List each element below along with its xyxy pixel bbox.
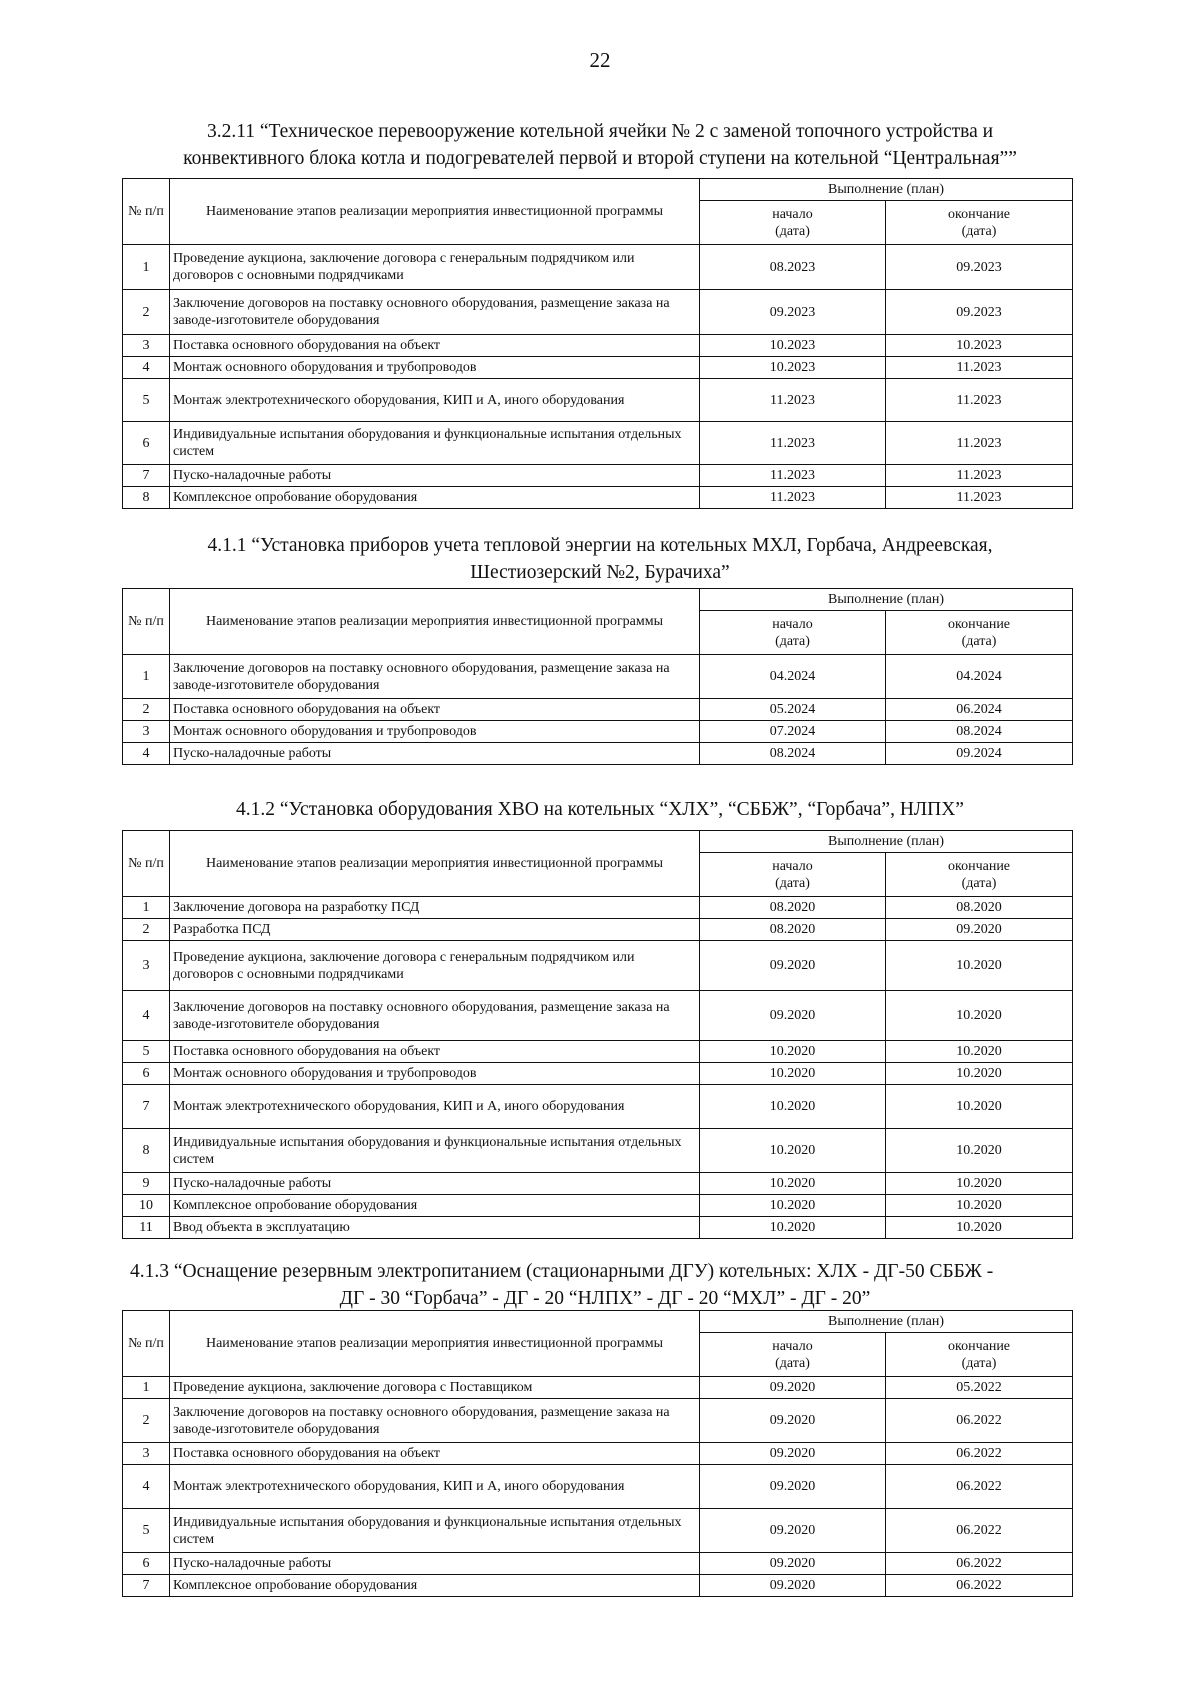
stage-name: Индивидуальные испытания оборудования и функциональные испытания отдельных систем: [170, 1129, 700, 1173]
start-date: 05.2024: [700, 699, 886, 721]
header-start-unit: (дата): [775, 633, 810, 649]
table-row: [123, 919, 1073, 941]
header-execution: Выполнение (план): [700, 589, 1073, 611]
table-row: [123, 1575, 1073, 1597]
row-number: 2: [123, 1399, 170, 1443]
end-date: 06.2022: [886, 1443, 1073, 1465]
schedule-table: [122, 178, 1073, 509]
stage-name: Монтаж основного оборудования и трубопроводов: [170, 1063, 700, 1085]
table-row: [123, 897, 1073, 919]
section-title: [150, 118, 1050, 172]
stage-name: Поставка основного оборудования на объект: [170, 335, 700, 357]
header-start-label: начало: [772, 206, 813, 222]
row-number: 3: [123, 335, 170, 357]
row-number: 5: [123, 1509, 170, 1553]
table-row: [123, 1063, 1073, 1085]
section-title: [150, 532, 1050, 586]
end-date: 10.2020: [886, 1063, 1073, 1085]
header-start-label: начало: [772, 616, 813, 632]
start-date: 09.2020: [700, 1553, 886, 1575]
section-title-line: 4.1.1 “Установка приборов учета тепловой энергии на котельных МХЛ, Горбача, Андреевская,: [207, 535, 993, 556]
section-title-line: 3.2.11 “Техническое перевооружение котельной ячейки № 2 с заменой топочного устройства и: [206, 121, 994, 142]
end-date: 11.2023: [886, 379, 1073, 422]
start-date: 09.2020: [700, 1465, 886, 1509]
row-number: 3: [123, 1443, 170, 1465]
end-date: 06.2022: [886, 1509, 1073, 1553]
table-row: [123, 1217, 1073, 1239]
stage-name: Ввод объекта в эксплуатацию: [170, 1217, 700, 1239]
end-date: 10.2023: [886, 335, 1073, 357]
header-end-label: окончание: [947, 206, 1011, 222]
stage-name: Пуско-наладочные работы: [170, 743, 700, 765]
start-date: 11.2023: [700, 487, 886, 509]
stage-name: Монтаж электротехнического оборудования, КИП и А, иного оборудования: [170, 379, 700, 422]
end-date: 08.2020: [886, 897, 1073, 919]
header-row: [123, 1311, 1073, 1333]
end-date: 09.2024: [886, 743, 1073, 765]
start-date: 11.2023: [700, 465, 886, 487]
start-date: 10.2020: [700, 1129, 886, 1173]
start-date: 10.2020: [700, 1173, 886, 1195]
start-date: 04.2024: [700, 655, 886, 699]
table-row: [123, 1509, 1073, 1553]
end-date: 09.2023: [886, 290, 1073, 335]
header-num: № п/п: [123, 589, 170, 655]
stage-name: Комплексное опробование оборудования: [170, 1195, 700, 1217]
start-date: 10.2020: [700, 1085, 886, 1129]
end-date: 10.2020: [886, 1085, 1073, 1129]
table-row: [123, 290, 1073, 335]
row-number: 11: [123, 1217, 170, 1239]
table-row: [123, 991, 1073, 1041]
stage-name: Заключение договора на разработку ПСД: [170, 897, 700, 919]
end-date: 06.2022: [886, 1465, 1073, 1509]
stage-name: Пуско-наладочные работы: [170, 465, 700, 487]
start-date: 10.2023: [700, 357, 886, 379]
end-date: 11.2023: [886, 357, 1073, 379]
header-num: № п/п: [123, 1311, 170, 1377]
table-row: [123, 1399, 1073, 1443]
start-date: 10.2020: [700, 1217, 886, 1239]
row-number: 1: [123, 1377, 170, 1399]
schedule-table: [122, 830, 1073, 1239]
row-number: 7: [123, 1085, 170, 1129]
header-row: [123, 831, 1073, 853]
table-row: [123, 1041, 1073, 1063]
row-number: 3: [123, 721, 170, 743]
row-number: 8: [123, 487, 170, 509]
section-title-line: Шестиозерский №2, Бурачиха”: [470, 562, 730, 583]
row-number: 1: [123, 897, 170, 919]
header-name: Наименование этапов реализации мероприятия инвестиционной программы: [170, 1311, 700, 1377]
header-start: [700, 611, 886, 655]
row-number: 7: [123, 465, 170, 487]
header-start-unit: (дата): [775, 875, 810, 891]
start-date: 10.2020: [700, 1041, 886, 1063]
row-number: 6: [123, 422, 170, 465]
section-title: [130, 1258, 1080, 1312]
row-number: 8: [123, 1129, 170, 1173]
start-date: 09.2020: [700, 1575, 886, 1597]
header-execution: Выполнение (план): [700, 179, 1073, 201]
stage-name: Заключение договоров на поставку основного оборудования, размещение заказа на заводе-изготовителе оборудования: [170, 655, 700, 699]
row-number: 3: [123, 941, 170, 991]
stage-name: Монтаж основного оборудования и трубопроводов: [170, 357, 700, 379]
table-row: [123, 721, 1073, 743]
stage-name: Проведение аукциона, заключение договора с генеральным подрядчиком или договоров с основными подрядчиками: [170, 245, 700, 290]
header-row: [123, 589, 1073, 611]
section-title-line: 4.1.3 “Оснащение резервным электропитанием (стационарными ДГУ) котельных: ХЛХ - ДГ-50 СББЖ -: [130, 1261, 994, 1282]
row-number: 4: [123, 357, 170, 379]
table-row: [123, 1085, 1073, 1129]
stage-name: Поставка основного оборудования на объект: [170, 1443, 700, 1465]
start-date: 08.2020: [700, 897, 886, 919]
header-start: [700, 201, 886, 245]
row-number: 4: [123, 743, 170, 765]
header-start: [700, 1333, 886, 1377]
start-date: 10.2020: [700, 1195, 886, 1217]
end-date: 09.2023: [886, 245, 1073, 290]
header-name: Наименование этапов реализации мероприятия инвестиционной программы: [170, 179, 700, 245]
start-date: 10.2023: [700, 335, 886, 357]
table-row: [123, 335, 1073, 357]
end-date: 10.2020: [886, 1195, 1073, 1217]
row-number: 2: [123, 699, 170, 721]
header-end: [886, 611, 1073, 655]
stage-name: Заключение договоров на поставку основного оборудования, размещение заказа на заводе-изготовителе оборудования: [170, 991, 700, 1041]
stage-name: Разработка ПСД: [170, 919, 700, 941]
stage-name: Монтаж основного оборудования и трубопроводов: [170, 721, 700, 743]
table-row: [123, 941, 1073, 991]
end-date: 06.2022: [886, 1553, 1073, 1575]
start-date: 08.2020: [700, 919, 886, 941]
header-end-unit: (дата): [961, 875, 997, 891]
end-date: 09.2020: [886, 919, 1073, 941]
table-row: [123, 1377, 1073, 1399]
header-end-unit: (дата): [961, 223, 997, 239]
schedule-table: [122, 1310, 1073, 1597]
stage-name: Пуско-наладочные работы: [170, 1173, 700, 1195]
start-date: 09.2020: [700, 991, 886, 1041]
stage-name: Комплексное опробование оборудования: [170, 1575, 700, 1597]
section-title-line: ДГ - 30 “Горбача” - ДГ - 20 “НЛПХ” - ДГ - 20 “МХЛ” - ДГ - 20”: [339, 1288, 871, 1309]
header-execution: Выполнение (план): [700, 1311, 1073, 1333]
row-number: 4: [123, 991, 170, 1041]
table-row: [123, 1553, 1073, 1575]
table-row: [123, 743, 1073, 765]
stage-name: Заключение договоров на поставку основного оборудования, размещение заказа на заводе-изготовителе оборудования: [170, 1399, 700, 1443]
end-date: 06.2022: [886, 1575, 1073, 1597]
page-number: 22: [589, 48, 611, 72]
end-date: 10.2020: [886, 991, 1073, 1041]
table-row: [123, 1195, 1073, 1217]
end-date: 10.2020: [886, 1173, 1073, 1195]
end-date: 06.2022: [886, 1399, 1073, 1443]
table-row: [123, 422, 1073, 465]
table-row: [123, 379, 1073, 422]
start-date: 11.2023: [700, 422, 886, 465]
header-name: Наименование этапов реализации мероприятия инвестиционной программы: [170, 589, 700, 655]
header-end-unit: (дата): [961, 1355, 997, 1371]
table-row: [123, 357, 1073, 379]
end-date: 05.2022: [886, 1377, 1073, 1399]
stage-name: Индивидуальные испытания оборудования и функциональные испытания отдельных систем: [170, 1509, 700, 1553]
header-end: [886, 201, 1073, 245]
table-row: [123, 1129, 1073, 1173]
header-row: [123, 179, 1073, 201]
header-num: № п/п: [123, 179, 170, 245]
table-row: [123, 1443, 1073, 1465]
stage-name: Индивидуальные испытания оборудования и функциональные испытания отдельных систем: [170, 422, 700, 465]
header-end-unit: (дата): [961, 633, 997, 649]
stage-name: Монтаж электротехнического оборудования, КИП и А, иного оборудования: [170, 1085, 700, 1129]
end-date: 11.2023: [886, 465, 1073, 487]
header-name: Наименование этапов реализации мероприятия инвестиционной программы: [170, 831, 700, 897]
header-end: [886, 1333, 1073, 1377]
row-number: 5: [123, 379, 170, 422]
table-row: [123, 465, 1073, 487]
stage-name: Проведение аукциона, заключение договора с генеральным подрядчиком или договоров с основными подрядчиками: [170, 941, 700, 991]
schedule-table: [122, 588, 1073, 765]
header-start-label: начало: [772, 858, 813, 874]
start-date: 11.2023: [700, 379, 886, 422]
row-number: 6: [123, 1063, 170, 1085]
table-row: [123, 487, 1073, 509]
end-date: 10.2020: [886, 1041, 1073, 1063]
stage-name: Пуско-наладочные работы: [170, 1553, 700, 1575]
row-number: 9: [123, 1173, 170, 1195]
section-title-line: конвективного блока котла и подогревателей первой и второй ступени на котельной “Центральная””: [183, 148, 1017, 169]
header-execution: Выполнение (план): [700, 831, 1073, 853]
start-date: 09.2020: [700, 941, 886, 991]
stage-name: Поставка основного оборудования на объект: [170, 699, 700, 721]
stage-name: Заключение договоров на поставку основного оборудования, размещение заказа на заводе-изготовителе оборудования: [170, 290, 700, 335]
header-end: [886, 853, 1073, 897]
row-number: 1: [123, 655, 170, 699]
row-number: 2: [123, 290, 170, 335]
start-date: 09.2020: [700, 1377, 886, 1399]
table-row: [123, 245, 1073, 290]
stage-name: Поставка основного оборудования на объект: [170, 1041, 700, 1063]
section-title: [150, 796, 1050, 823]
header-start-unit: (дата): [775, 1355, 810, 1371]
start-date: 07.2024: [700, 721, 886, 743]
row-number: 5: [123, 1041, 170, 1063]
start-date: 09.2020: [700, 1399, 886, 1443]
end-date: 10.2020: [886, 1129, 1073, 1173]
header-start-unit: (дата): [775, 223, 810, 239]
stage-name: Комплексное опробование оборудования: [170, 487, 700, 509]
table-row: [123, 1173, 1073, 1195]
stage-name: Монтаж электротехнического оборудования, КИП и А, иного оборудования: [170, 1465, 700, 1509]
start-date: 09.2020: [700, 1509, 886, 1553]
end-date: 11.2023: [886, 422, 1073, 465]
start-date: 08.2023: [700, 245, 886, 290]
end-date: 06.2024: [886, 699, 1073, 721]
end-date: 04.2024: [886, 655, 1073, 699]
section-title-line: 4.1.2 “Установка оборудования ХВО на котельных “ХЛХ”, “СББЖ”, “Горбача”, НЛПХ”: [236, 799, 964, 820]
stage-name: Проведение аукциона, заключение договора с Поставщиком: [170, 1377, 700, 1399]
end-date: 10.2020: [886, 1217, 1073, 1239]
row-number: 1: [123, 245, 170, 290]
row-number: 2: [123, 919, 170, 941]
end-date: 10.2020: [886, 941, 1073, 991]
header-end-label: окончание: [947, 858, 1011, 874]
start-date: 10.2020: [700, 1063, 886, 1085]
row-number: 6: [123, 1553, 170, 1575]
start-date: 09.2023: [700, 290, 886, 335]
start-date: 08.2024: [700, 743, 886, 765]
end-date: 11.2023: [886, 487, 1073, 509]
start-date: 09.2020: [700, 1443, 886, 1465]
header-start: [700, 853, 886, 897]
row-number: 7: [123, 1575, 170, 1597]
header-end-label: окончание: [947, 1338, 1011, 1354]
header-end-label: окончание: [947, 616, 1011, 632]
table-row: [123, 1465, 1073, 1509]
header-num: № п/п: [123, 831, 170, 897]
end-date: 08.2024: [886, 721, 1073, 743]
table-row: [123, 699, 1073, 721]
header-start-label: начало: [772, 1338, 813, 1354]
table-row: [123, 655, 1073, 699]
row-number: 10: [123, 1195, 170, 1217]
row-number: 4: [123, 1465, 170, 1509]
